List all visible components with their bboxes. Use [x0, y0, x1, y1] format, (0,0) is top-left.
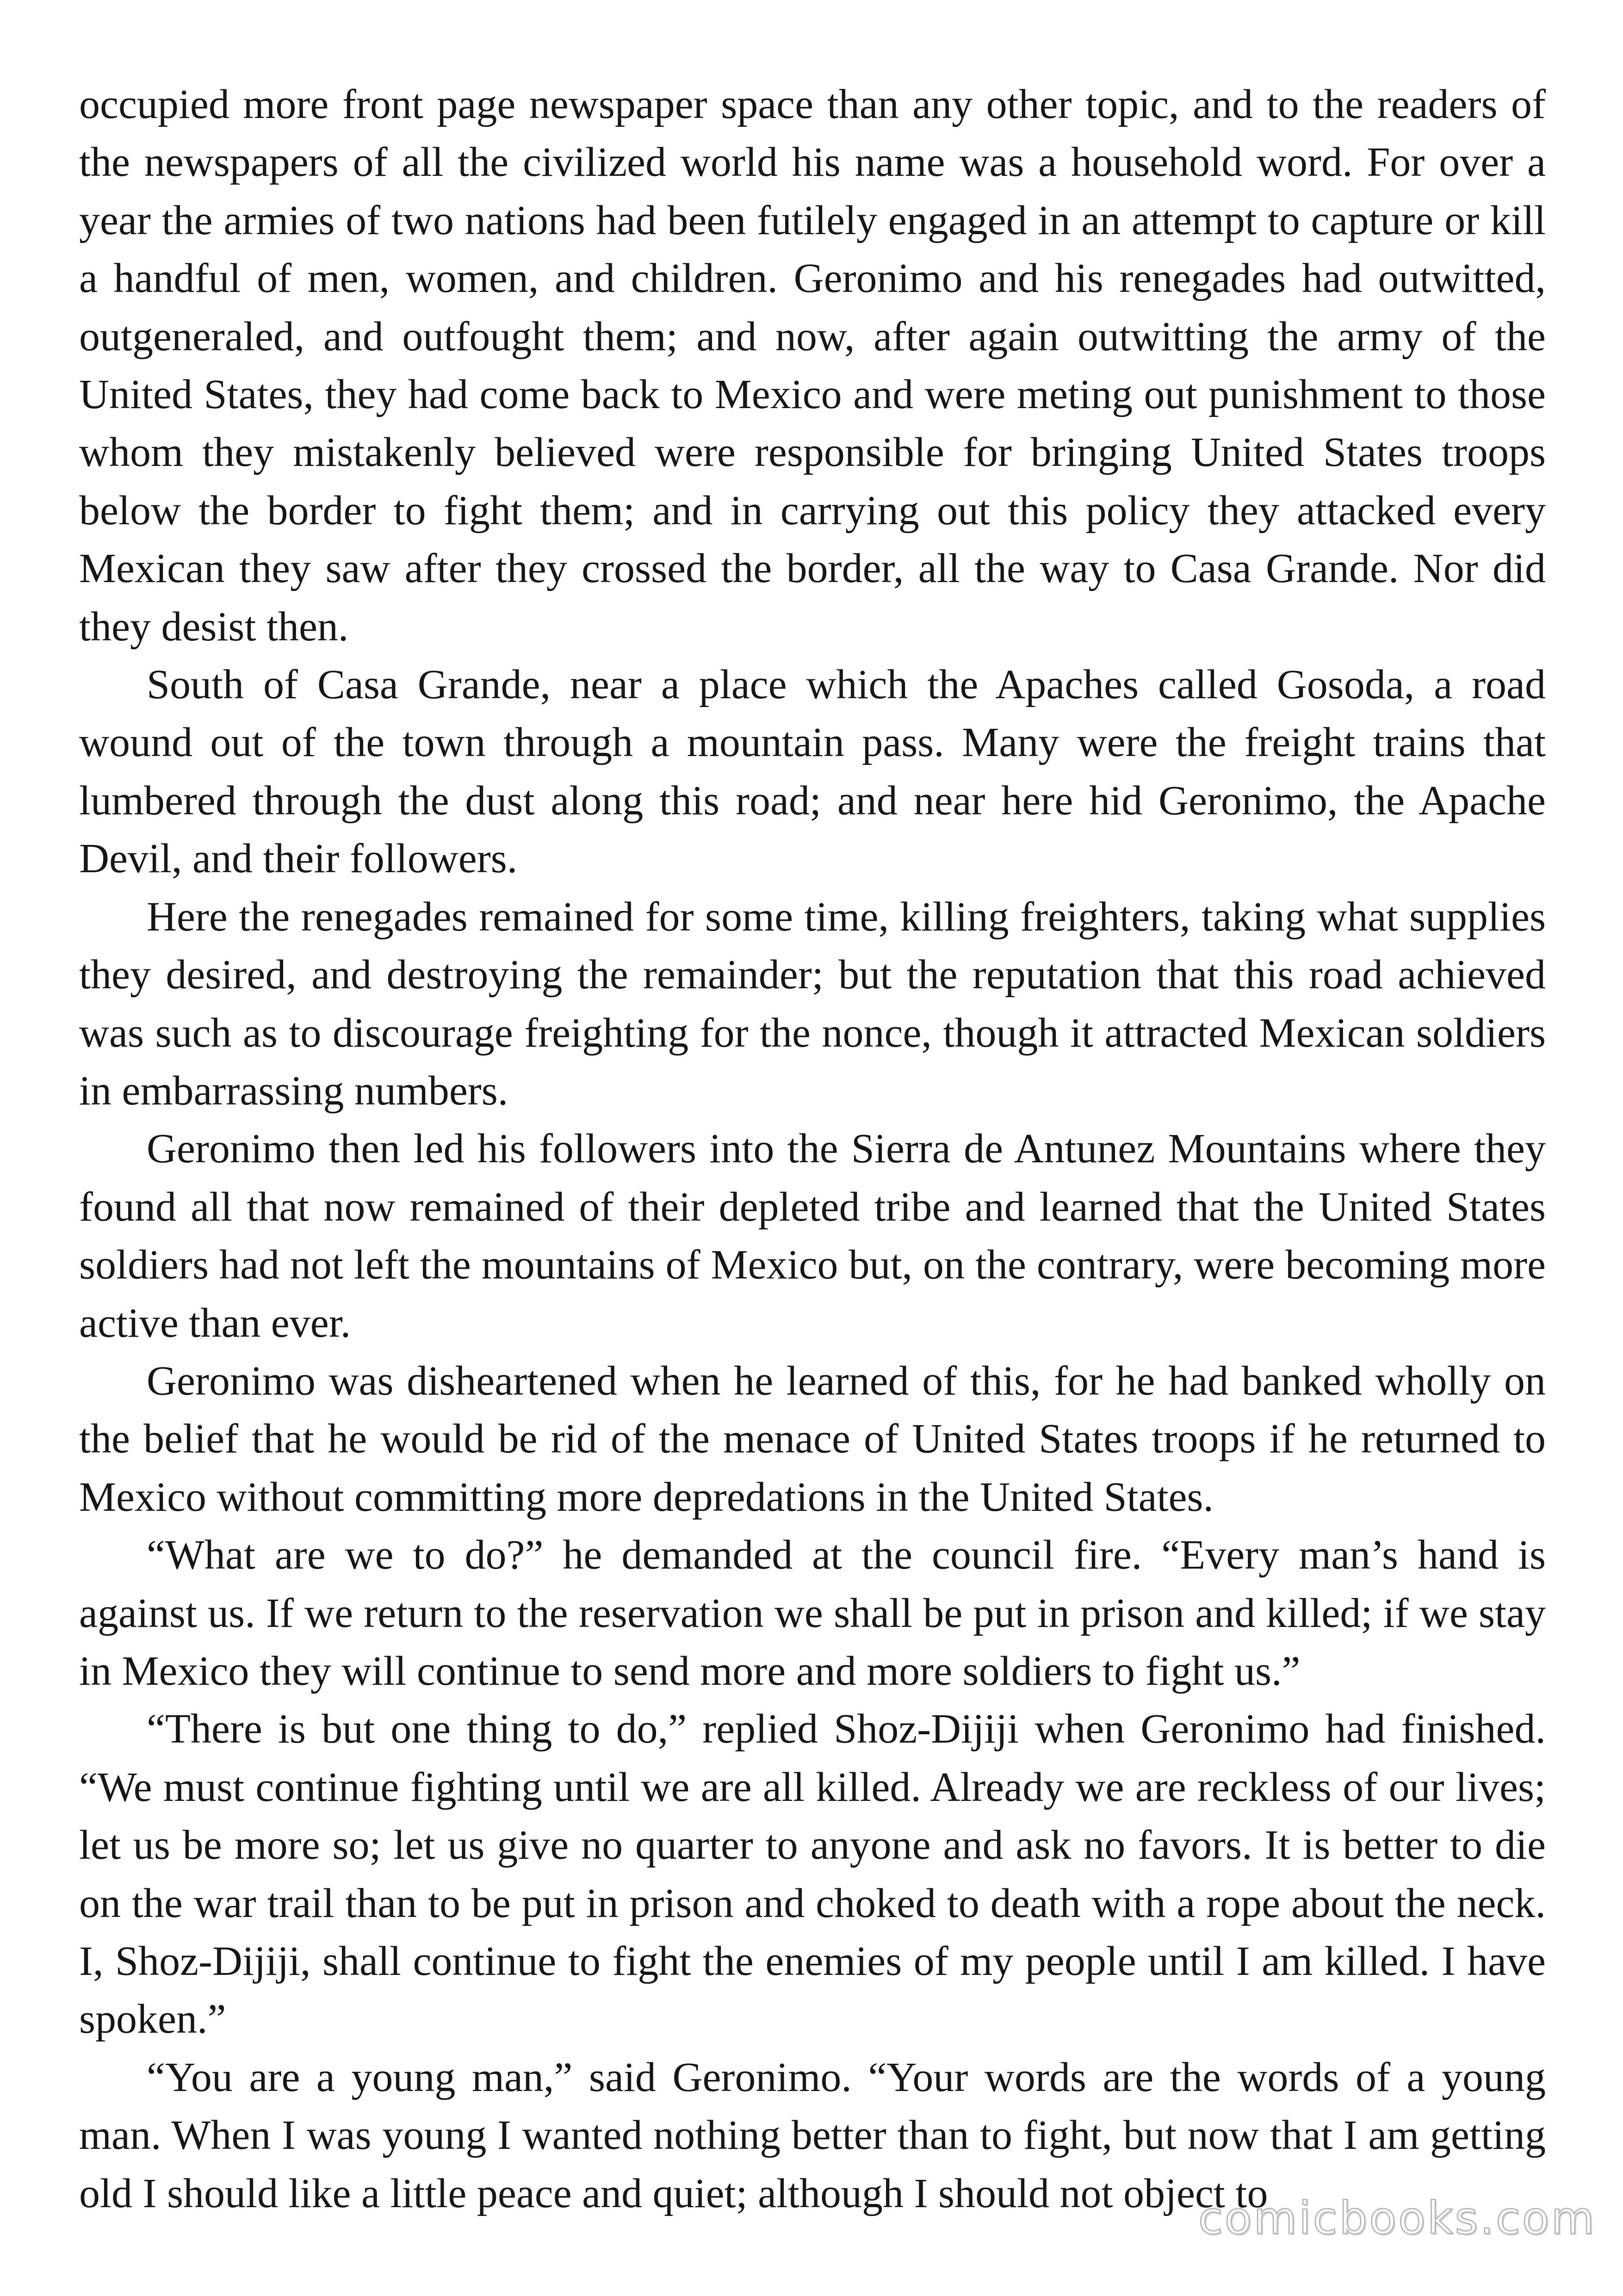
- paragraph: “There is but one thing to do,” replied Shoz-Dijiji when Geronimo had finished. “We must continue fighting until we are all killed. Already we are reckless of our lives; let us be more so; let us give no quarter to anyone and ask no favors. It is better to die on the war trail than to be put in prison and choked to death with a rope about the neck. I, Shoz-Dijiji, shall continue to fight the enemies of my people until I am killed. I have spoken.”: [79, 1706, 1546, 2042]
- book-page: [79, 0, 1546, 2296]
- paragraph: South of Casa Grande, near a place which the Apaches called Gosoda, a road wound out of the town through a mountain pass. Many were the freight trains that lumbered through the dust along this road; and near here hid Geronimo, the Apache Devil, and their followers.: [79, 662, 1546, 882]
- paragraph: Geronimo was disheartened when he learned of this, for he had banked wholly on the belief that he would be rid of the menace of United States troops if he returned to Mexico without committing more depredations in the United States.: [79, 1358, 1546, 1520]
- paragraph-continued: occupied more front page newspaper space than any other topic, and to the readers of the newspapers of all the civilized world his name was a household word. For over a year the armies of two nations had been futilely engaged in an attempt to capture or kill a handful of men, women, and children. Geronimo and his renegades had outwitted, outgeneraled, and outfought them; and now, after again outwitting the army of the United States, they had come back to Mexico and were meting out punishment to those whom they mistakenly believed were responsible for bringing United States troops below the border to fight them; and in carrying out this policy they attacked every Mexican they saw after they crossed the border, all the way to Casa Grande. Nor did they desist then.: [79, 81, 1546, 650]
- body-text: [79, 75, 1546, 2222]
- paragraph: Geronimo then led his followers into the Sierra de Antunez Mountains where they found all that now remained of their depleted tribe and learned that the United States soldiers had not left the mountains of Mexico but, on the contrary, were becoming more active than ever.: [79, 1126, 1546, 1346]
- paragraph: “You are a young man,” said Geronimo. “Your words are the words of a young man. When I was young I wanted nothing better than to fight, but now that I am getting old I should like a little peace and quiet; although I should not object to: [79, 2054, 1546, 2216]
- paragraph: “What are we to do?” he demanded at the council fire. “Every man’s hand is against us. If we return to the reservation we shall be put in prison and killed; if we stay in Mexico they will continue to send more and more soldiers to fight us.”: [79, 1532, 1546, 1694]
- paragraph: Here the renegades remained for some time, killing freighters, taking what supplies they desired, and destroying the remainder; but the reputation that this road achieved was such as to discourage freighting for the nonce, though it attracted Mexican soldiers in embarrassing numbers.: [79, 894, 1546, 1114]
- watermark: comicbooks.com: [1198, 2192, 1596, 2244]
